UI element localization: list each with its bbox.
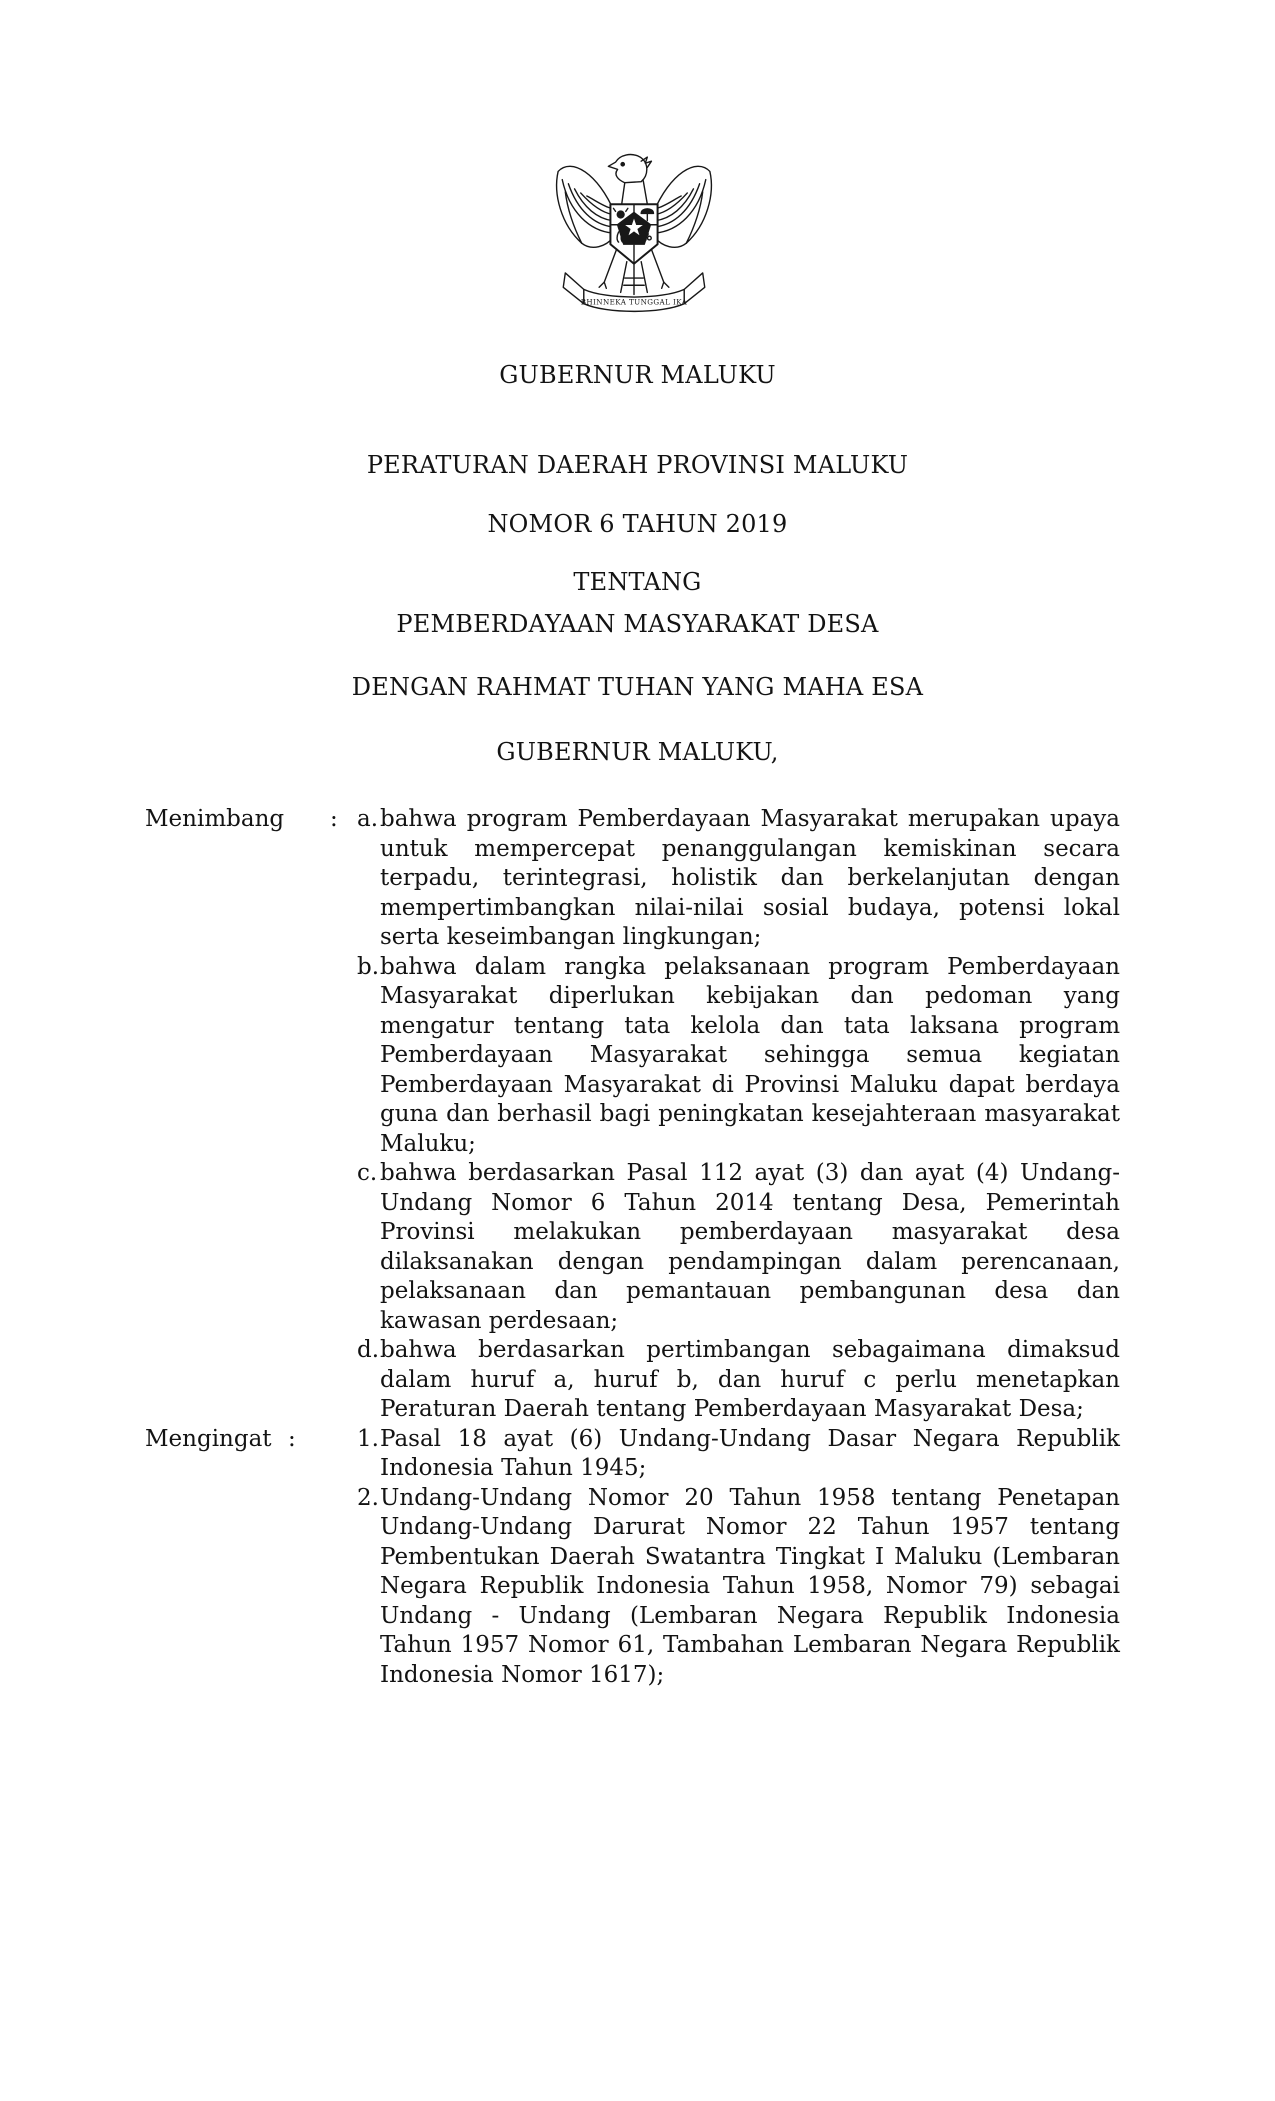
left-wing-icon (557, 166, 615, 247)
consideration-item (357, 953, 1120, 1160)
considerations-section (145, 805, 1120, 1425)
item-marker: b. (357, 953, 380, 980)
document-type-title: PERATURAN DAERAH PROVINSI MALUKU (366, 451, 909, 479)
legal-basis-colon: : (288, 1425, 296, 1452)
consideration-item (357, 1159, 1120, 1336)
about-label: TENTANG (573, 568, 702, 596)
eagle-head-icon (608, 155, 651, 205)
issuer-line: GUBERNUR MALUKU, (496, 738, 779, 766)
legal-basis-item (357, 1484, 1120, 1691)
garuda-pancasila-emblem (553, 150, 715, 320)
item-marker: d. (357, 1337, 380, 1363)
item-text: bahwa dalam rangka pelaksanaan program Pemberdayaan Masyarakat diperlukan kebijakan dan pedoman yang mengatur tentang tata kelola dan tata laksana program Pemberdayaan Masyarakat sehingga semua kegiatan Pemberdayaan Masyarakat di Provinsi Maluku dapat berdaya guna dan berhasil bagi peningkatan kesejahteraan masyarakat Maluku; (380, 953, 1120, 1157)
legal-basis-section (145, 1425, 1120, 1691)
item-text: bahwa berdasarkan pertimbangan sebagaimana dimaksud dalam huruf a, huruf b, dan huruf c perlu menetapkan Peraturan Daerah tentang Pemberdayaan Masyarakat Desa; (380, 1337, 1120, 1422)
document-number: NOMOR 6 TAHUN 2019 (487, 510, 788, 538)
considerations-label: Menimbang (145, 806, 285, 832)
emblem-motto-text: BHINNEKA TUNGGAL IKA (580, 297, 688, 307)
authority-title: GUBERNUR MALUKU (499, 361, 776, 389)
item-marker: 2. (357, 1484, 379, 1511)
pancasila-shield-icon (610, 204, 657, 263)
legal-basis-item (357, 1425, 1120, 1484)
subject-title: PEMBERDAYAAN MASYARAKAT DESA (396, 610, 879, 638)
right-wing-icon (653, 166, 711, 247)
item-text: Undang-Undang Nomor 20 Tahun 1958 tentang Penetapan Undang-Undang Darurat Nomor 22 Tahun 1957 tentang Pembentukan Daerah Swatantra Tingkat I Maluku (Lembaran Negara Republik Indonesia Tahun 1958, Nomor 79) sebagai Undang - Undang (Lembaran Negara Republik Indonesia Tahun 1957 Nomor 61, Tambahan Lembaran Negara Republik Indonesia Nomor 1617); (380, 1484, 1120, 1688)
item-marker: a. (357, 806, 379, 832)
considerations-colon: : (330, 806, 338, 832)
document-body (145, 805, 1120, 1690)
consideration-item (357, 805, 1120, 953)
item-marker: 1. (357, 1425, 379, 1452)
consideration-item (357, 1336, 1120, 1425)
item-text: bahwa berdasarkan Pasal 112 ayat (3) dan ayat (4) Undang-Undang Nomor 6 Tahun 2014 tentang Desa, Pemerintah Provinsi melakukan pemberdayaan masyarakat desa dilaksanakan dengan pendampingan dalam perencanaan, pelaksanaan dan pemantauan pembangunan desa dan kawasan perdesaan; (380, 1160, 1120, 1334)
legal-basis-label: Mengingat (145, 1425, 272, 1452)
item-text: bahwa program Pemberdayaan Masyarakat merupakan upaya untuk mempercepat penanggulangan kemiskinan secara terpadu, terintegrasi, holistik dan berkelanjutan dengan mempertimbangkan nilai-nilai sosial budaya, potensi lokal serta keseimbangan lingkungan; (380, 806, 1120, 950)
invocation-line: DENGAN RAHMAT TUHAN YANG MAHA ESA (351, 673, 924, 701)
item-text: Pasal 18 ayat (6) Undang-Undang Dasar Negara Republik Indonesia Tahun 1945; (380, 1425, 1120, 1481)
item-marker: c. (357, 1160, 378, 1186)
